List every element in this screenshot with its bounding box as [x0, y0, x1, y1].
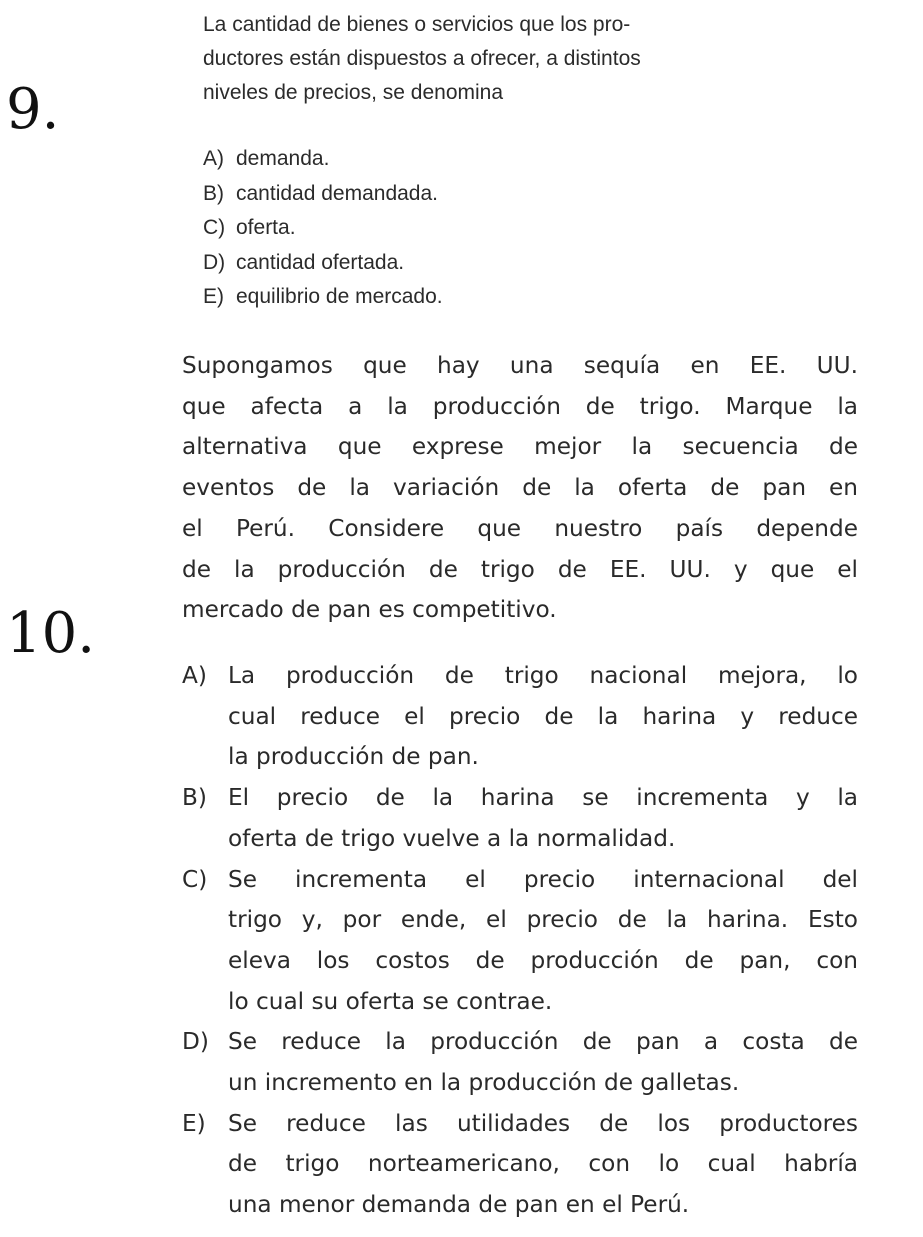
option-letter: E) [182, 1109, 206, 1137]
option-line: El precio de la harina se incrementa y la [228, 784, 858, 812]
question-9-option-c[interactable] [203, 211, 763, 246]
question-9-options [203, 142, 763, 315]
question-10-stem [182, 346, 858, 631]
question-9-stem-line: niveles de precios, se denomina [203, 81, 504, 104]
question-10-option-d[interactable] [182, 1022, 858, 1103]
question-9-option-b[interactable] [203, 177, 763, 212]
question-10-option-b[interactable] [182, 778, 858, 859]
option-line: cual reduce el precio de la harina y reduce [228, 702, 858, 730]
question-10-options [182, 656, 858, 1226]
option-letter: E) [203, 285, 224, 308]
question-10-option-e[interactable] [182, 1104, 858, 1226]
option-line: un incremento en la producción de galletas. [228, 1069, 740, 1097]
option-line: La producción de trigo nacional mejora, lo [228, 662, 858, 689]
question-9-option-a[interactable] [203, 142, 763, 177]
question-10-stem-line: Supongamos que hay una sequía en EE. UU. [182, 352, 858, 379]
option-line: una menor demanda de pan en el Perú. [228, 1191, 690, 1219]
option-letter: C) [182, 865, 208, 893]
option-line: trigo y, por ende, el precio de la harina. Esto [228, 906, 858, 934]
option-letter: D) [182, 1028, 209, 1056]
option-letter: D) [203, 250, 226, 274]
question-10-stem-line: mercado de pan es competitivo. [182, 596, 557, 624]
option-line: eleva los costos de producción de pan, con [228, 946, 858, 974]
option-text: cantidad ofertada. [236, 250, 405, 274]
option-text: oferta. [236, 216, 296, 239]
question-10-option-c[interactable] [182, 860, 858, 1023]
question-10-stem-line: que afecta a la producción de trigo. Marque la [182, 392, 858, 420]
option-text: equilibrio de mercado. [236, 285, 443, 308]
option-text: demanda. [236, 147, 330, 170]
option-line: Se reduce las utilidades de los productores [228, 1109, 858, 1137]
option-line: Se reduce la producción de pan a costa de [228, 1028, 858, 1056]
question-10-stem-line: eventos de la variación de la oferta de pan en [182, 474, 858, 502]
question-9-option-d[interactable] [203, 246, 763, 281]
option-line: lo cual su oferta se contrae. [228, 987, 553, 1015]
question-10-stem-line: el Perú. Considere que nuestro país depende [182, 514, 858, 542]
option-letter: B) [203, 181, 224, 205]
question-9-stem-line: La cantidad de bienes o servicios que los pro- [203, 13, 631, 36]
question-9-stem [203, 8, 763, 110]
option-line: de trigo norteamericano, con lo cual habría [228, 1150, 858, 1178]
question-10-option-a[interactable] [182, 656, 858, 778]
question-10-stem-line: alternativa que exprese mejor la secuencia de [182, 433, 858, 461]
question-9-stem-line: ductores están dispuestos a ofrecer, a distintos [203, 47, 641, 70]
question-10-number: 10. [6, 601, 96, 666]
question-9-number: 9. [6, 77, 60, 142]
question-10-stem-line: de la producción de trigo de EE. UU. y que el [182, 555, 858, 583]
question-9-option-e[interactable] [203, 280, 763, 315]
option-line: la producción de pan. [228, 743, 479, 771]
option-letter: A) [203, 147, 224, 170]
option-letter: C) [203, 216, 226, 239]
option-letter: A) [182, 662, 207, 689]
option-line: oferta de trigo vuelve a la normalidad. [228, 824, 676, 852]
option-line: Se incrementa el precio internacional del [228, 865, 858, 893]
option-letter: B) [182, 784, 207, 812]
option-text: cantidad demandada. [236, 181, 438, 205]
